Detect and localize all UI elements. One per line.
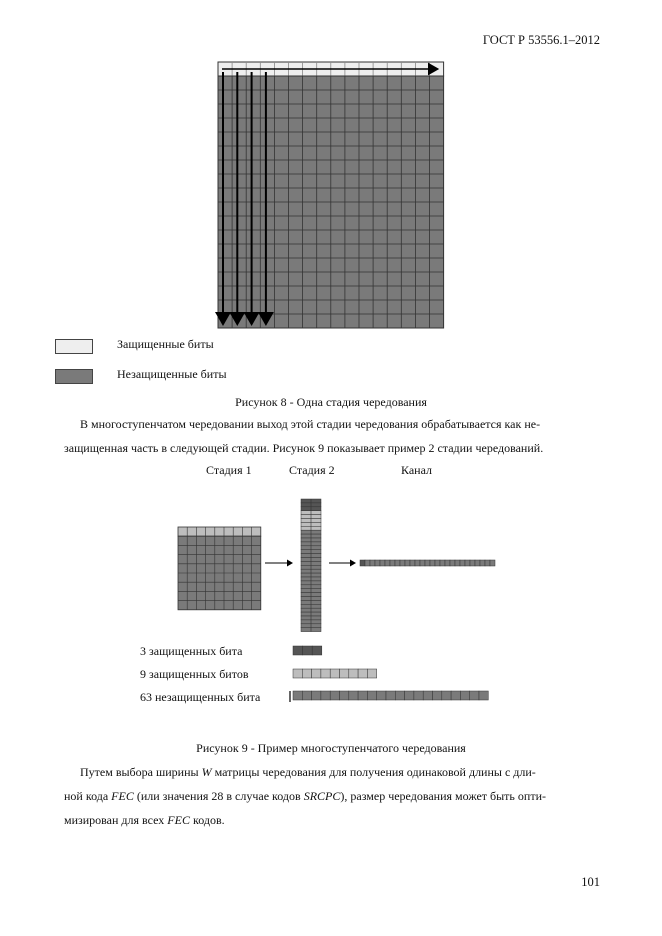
figure8-interleave-matrix	[0, 0, 662, 330]
channel-cell	[415, 560, 420, 566]
legend-63-unprotected-cell	[442, 691, 451, 700]
channel-cell	[395, 560, 400, 566]
figure9-caption: Рисунок 9 - Пример многоступенчатого чередования	[196, 741, 466, 755]
legend-63-unprotected-label: 63 незащищенных бита	[140, 690, 261, 704]
paragraph-line: защищенная часть в следующей стадии. Рисунок 9 показывает пример 2 стадии чередований.	[64, 441, 544, 455]
paragraph-line: В многоступенчатом чередовании выход этой стадии чередования обрабатывается как не-	[80, 417, 541, 431]
term-fec: FEC	[111, 789, 134, 803]
channel-cell	[490, 560, 495, 566]
legend-9-protected-cell	[321, 669, 330, 678]
legend-63-unprotected-cell	[293, 691, 302, 700]
legend-9-protected-cell	[340, 669, 349, 678]
channel-cell	[460, 560, 465, 566]
channel-cell	[475, 560, 480, 566]
paragraph-interleave-width	[64, 760, 599, 832]
term-srcpc: SRCPC	[303, 789, 341, 803]
legend-9-protected-cell	[293, 669, 302, 678]
legend-63-unprotected-cell	[349, 691, 358, 700]
paragraph-multistage	[64, 412, 599, 460]
channel-cell	[435, 560, 440, 566]
legend-unprotected-label: Незащищенные биты	[117, 367, 227, 381]
figure9-multistage-diagram	[0, 490, 662, 730]
legend-9-protected-cell	[312, 669, 321, 678]
channel-cell	[480, 560, 485, 566]
legend-9-protected-cell	[330, 669, 339, 678]
document-header: ГОСТ Р 53556.1–2012	[482, 33, 600, 47]
channel-cell	[375, 560, 380, 566]
channel-cell	[470, 560, 475, 566]
legend-63-unprotected-cell	[405, 691, 414, 700]
legend-63-unprotected-cell	[395, 691, 404, 700]
legend-63-unprotected-cell	[423, 691, 432, 700]
channel-cell	[370, 560, 375, 566]
channel-cell	[430, 560, 435, 566]
channel-cell	[465, 560, 470, 566]
channel-cell	[365, 560, 370, 566]
legend-3-protected-cell	[303, 646, 313, 655]
channel-cell	[455, 560, 460, 566]
channel-cell	[425, 560, 430, 566]
channel-cell	[380, 560, 385, 566]
stage1-protected-row	[178, 527, 261, 536]
paragraph-line: Путем выбора ширины W матрицы чередования для получения одинаковой длины с дли-	[80, 765, 536, 779]
legend-63-unprotected-cell	[451, 691, 460, 700]
channel-cell	[445, 560, 450, 566]
paragraph-line: мизирован для всех FEC кодов.	[64, 813, 225, 827]
channel-cell	[410, 560, 415, 566]
channel-cell	[385, 560, 390, 566]
legend-63-unprotected-cell	[367, 691, 376, 700]
channel-label: Канал	[401, 463, 433, 477]
legend-9-protected-cell	[367, 669, 376, 678]
legend-63-unprotected-cell	[340, 691, 349, 700]
term-fec: FEC	[167, 813, 190, 827]
legend-protected-swatch	[55, 339, 93, 354]
channel-cell	[485, 560, 490, 566]
channel-cell	[450, 560, 455, 566]
legend-63-unprotected-cell	[479, 691, 488, 700]
channel-cell	[400, 560, 405, 566]
legend-63-unprotected-cell	[358, 691, 367, 700]
legend-63-unprotected-cell	[330, 691, 339, 700]
channel-cell	[360, 560, 365, 566]
legend-63-unprotected-cell	[470, 691, 479, 700]
legend-protected-label: Защищенные биты	[117, 337, 214, 351]
var-w: W	[201, 765, 212, 779]
legend-3-protected-cell	[312, 646, 322, 655]
stage-2-label: Стадия 2	[289, 463, 335, 477]
channel-cell	[440, 560, 445, 566]
channel-cell	[390, 560, 395, 566]
legend-63-unprotected-cell	[377, 691, 386, 700]
legend-9-protected-label: 9 защищенных битов	[140, 667, 249, 681]
paragraph-line: ной кода FEC (или значения 28 в случае кодов SRCPC), размер чередования может быть опти-	[64, 789, 546, 803]
legend-63-unprotected-cell	[321, 691, 330, 700]
channel-cell	[420, 560, 425, 566]
legend-63-unprotected-cell	[386, 691, 395, 700]
legend-63-unprotected-cell	[302, 691, 311, 700]
legend-9-protected-cell	[349, 669, 358, 678]
page-number: 101	[581, 875, 600, 889]
legend-63-unprotected-cell	[460, 691, 469, 700]
legend-9-protected-cell	[302, 669, 311, 678]
legend-3-protected-label: 3 защищенных бита	[140, 644, 243, 658]
legend-9-protected-cell	[358, 669, 367, 678]
channel-cell	[405, 560, 410, 566]
figure8-caption: Рисунок 8 - Одна стадия чередования	[235, 395, 427, 409]
legend-63-unprotected-cell	[414, 691, 423, 700]
stage-1-label: Стадия 1	[206, 463, 252, 477]
legend-unprotected-swatch	[55, 369, 93, 384]
legend-63-unprotected-cell	[312, 691, 321, 700]
legend-3-protected-cell	[293, 646, 303, 655]
legend-63-unprotected-cell	[433, 691, 442, 700]
